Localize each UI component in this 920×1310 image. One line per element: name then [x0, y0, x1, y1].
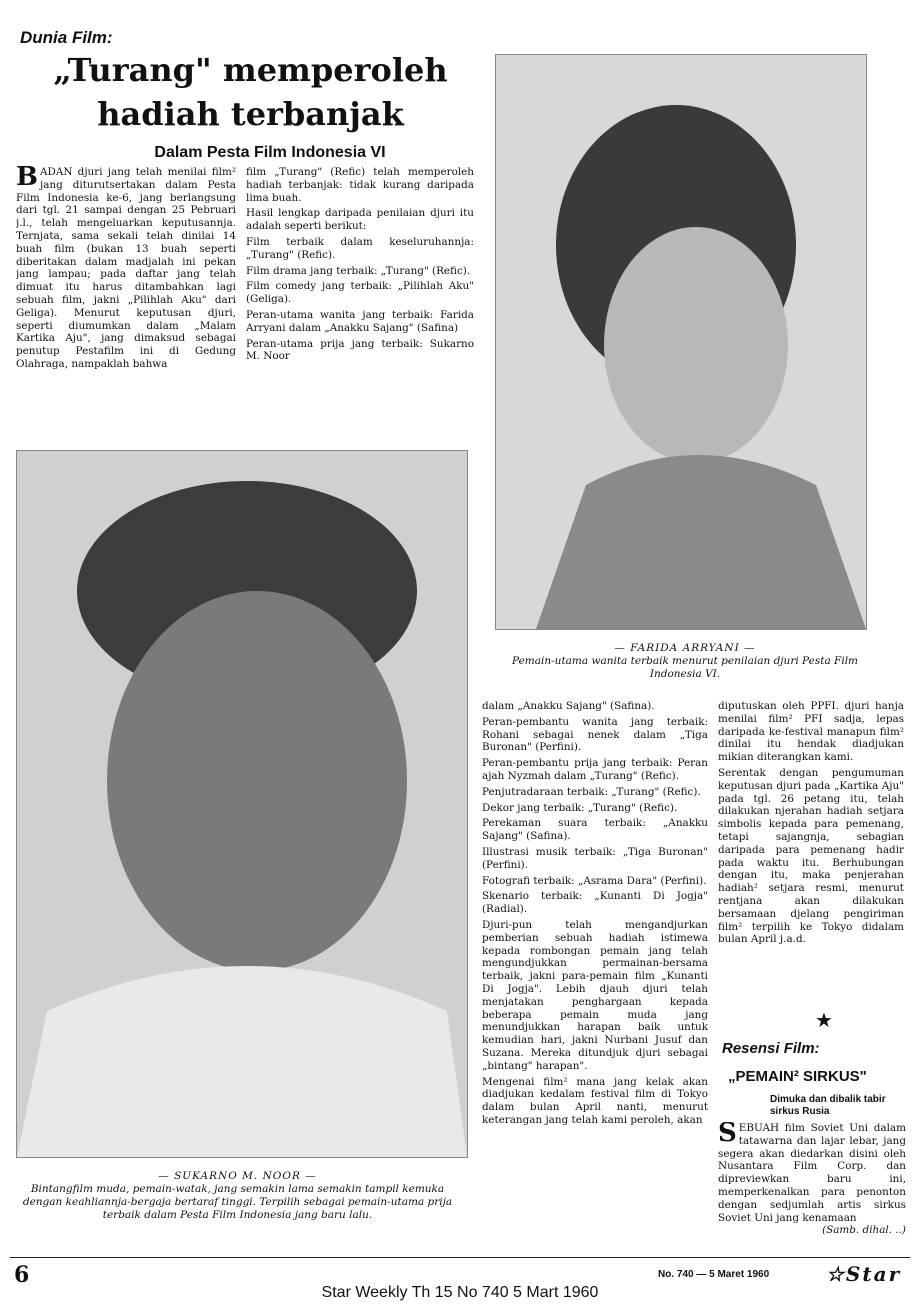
paragraph: Djuri-pun telah mengandjurkan pemberian sebuah hadiah istimewa kepada rombongan pemain jang telah mengundjukkan permainan-bersama terbaik, jakni para-pemain film „Kunanti Di Jogja". Lebih djauh djuri telah menjatakan penghargaan kepada beberapa pemain muda jang menundjukkan harapan baik untuk kemudian hari, jakni Nurbani Jusuf dan Suzana. Mereka ditundjuk djuri sebagai „bintang" harapan". — [482, 918, 708, 1072]
paragraph: Film terbaik dalam keseluruhannja: „Turang" (Refic). — [246, 235, 474, 261]
paragraph: Skenario terbaik: „Kunanti Di Jogja" (Radial). — [482, 890, 708, 916]
paragraph: Serentak dengan pengumuman keputusan djuri pada „Kartika Aju" pada tgl. 26 petang itu, telah dilakukan njerahan hadiah setjara simbolis kepada para pemenang, tetapi sajangnja, sebagian daripada para pemenang hadir pada waktu itu. Berhubungan dengan itu, maka penjerahan hadiah² setjara resmi, menurut rentjana akan dilakukan bersamaan djelang pengiriman film² terpilih ke Tokyo didalam bulan April j.a.d. — [718, 766, 904, 946]
article-subheadline: Dalam Pesta Film Indonesia VI — [154, 144, 386, 161]
caption-name: — FARIDA ARRYANI — — [614, 642, 756, 654]
dropcap: S — [718, 1122, 737, 1148]
page-number: 6 — [14, 1262, 30, 1288]
review-subtitle: Dimuka dan dibalik tabir sirkus Rusia — [770, 1094, 886, 1117]
photo-right-caption — [495, 642, 875, 681]
photo-left-caption — [10, 1170, 465, 1222]
magazine-brand: ☆Star — [826, 1262, 902, 1286]
caption-name: — SUKARNO M. NOOR — — [158, 1170, 317, 1182]
article-headline: „Turang" memperoleh hadiah terbanjak — [53, 51, 448, 133]
section-rubric: Dunia Film: — [20, 28, 113, 47]
caption-text: Pemain-utama wanita terbaik menurut penilaian djuri Pesta Film Indonesia VI. — [511, 655, 859, 680]
paragraph: Film comedy jang terbaik: „Pilihlah Aku" (Geliga). — [246, 280, 474, 306]
paragraph: Fotografi terbaik: „Asrama Dara" (Perfini). — [482, 874, 707, 887]
paragraph: Perekaman suara terbaik: „Anakku Sajang" (Safina). — [482, 817, 708, 843]
review-body — [718, 1122, 906, 1240]
paragraph: Film drama jang terbaik: „Turang" (Refic). — [246, 264, 471, 277]
article-column-3 — [482, 700, 708, 1250]
issue-info: No. 740 — 5 Maret 1960 — [658, 1269, 770, 1280]
continuation-note: (Samb. dihal. ..) — [822, 1224, 906, 1237]
column-1-text: ADAN djuri jang telah menilai film² jang diturutsertakan dalam Pesta Film Indonesia ke-6, jang berlangsung dari tgl. 21 sampai dengan 25 Pebruari j.l., telah mengeluarkan keputusannja. Ternjata, sama sekali telah dinilai 14 buah film (bukan 13 buah seperti diberitakan dalam madjalah ini pekan jang lampau; pada daftar jang telah dimuat itu harus ditambahkan lagi sebuah film, jakni „Pilihlah Aku" dari Geliga). Menurut keputusan djuri, seperti diumumkan dalam „Malam Kartika Aju", jang dimaksud sebagai penutup Pestafilm ini di Gedung Olahraga, nampaklah bahwa — [16, 166, 236, 370]
paragraph: Mengenai film² mana jang kelak akan diadjukan kedalam festival film di Tokyo dalam bulan April nanti, menurut keterangan jang telah kami peroleh, akan — [482, 1075, 708, 1126]
paragraph: Peran-pembantu wanita jang terbaik: Rohani sebagai nenek dalam „Tiga Buronan" (Perfini). — [482, 715, 708, 754]
photo-farida-arryani — [495, 54, 867, 630]
article-column-1 — [16, 166, 236, 446]
caption-text: Bintangfilm muda, pemain-watak, jang semakin lama semakin tampil kemuka dengan keahliannja-bergaja bertaraf tinggi. Terpilih sebagai pemain-utama prija terbaik dalam Pesta Film Indonesia jang baru lalu. — [22, 1183, 453, 1221]
paragraph: diputuskan oleh PPFI. djuri hanja menilai film² PFI sadja, lepas daripada ke-festival manapun film² dinilai itu hendak diadjukan mikian diterangkan kami. — [718, 700, 904, 764]
paragraph: Penjutradaraan terbaik: „Turang" (Refic). — [482, 785, 701, 798]
dropcap: B — [16, 166, 38, 192]
photo-sukarno-m-noor — [16, 450, 468, 1158]
paragraph: Hasil lengkap daripada penilaian djuri itu adalah seperti berikut: — [246, 207, 474, 233]
portrait-illustration — [17, 451, 467, 1157]
separator-star-icon: ★ — [815, 1008, 833, 1032]
review-text: EBUAH film Soviet Uni dalam tatawarna dan lajar lebar, jang segera akan diedarkan disini oleh Nusantara Film Corp. dan dipreviewkan baru ini, memperkenalkan para penonton dengan sedjumlah artis sirkus Soviet Uni jang kenamaan — [718, 1122, 906, 1224]
paragraph: Peran-pembantu prija jang terbaik: Peran ajah Nyzmah dalam „Turang" (Refic). — [482, 757, 708, 782]
paragraph: Dekor jang terbaik: „Turang" (Refic). — [482, 801, 678, 814]
paragraph: Peran-utama wanita jang terbaik: Farida Arryani dalam „Anakku Sajang" (Safina) — [246, 308, 474, 334]
portrait-illustration — [496, 55, 866, 629]
paragraph: dalam „Anakku Sajang" (Safina). — [482, 700, 655, 712]
paragraph: Illustrasi musik terbaik: „Tiga Buronan" (Perfini). — [482, 845, 708, 871]
review-rubric: Resensi Film: — [722, 1040, 820, 1057]
paragraph: Peran-utama prija jang terbaik: Sukarno M. Noor — [246, 337, 474, 363]
paragraph: film „Turang" (Refic) telah memperoleh hadiah terbanjak: tidak kurang daripada lima buah. — [246, 166, 474, 204]
source-caption: Star Weekly Th 15 No 740 5 Mart 1960 — [321, 1284, 599, 1301]
review-title: „PEMAIN² SIRKUS" — [728, 1068, 867, 1085]
article-column-2 — [246, 166, 474, 446]
footer-rule — [10, 1257, 910, 1258]
article-column-4 — [718, 700, 904, 1005]
